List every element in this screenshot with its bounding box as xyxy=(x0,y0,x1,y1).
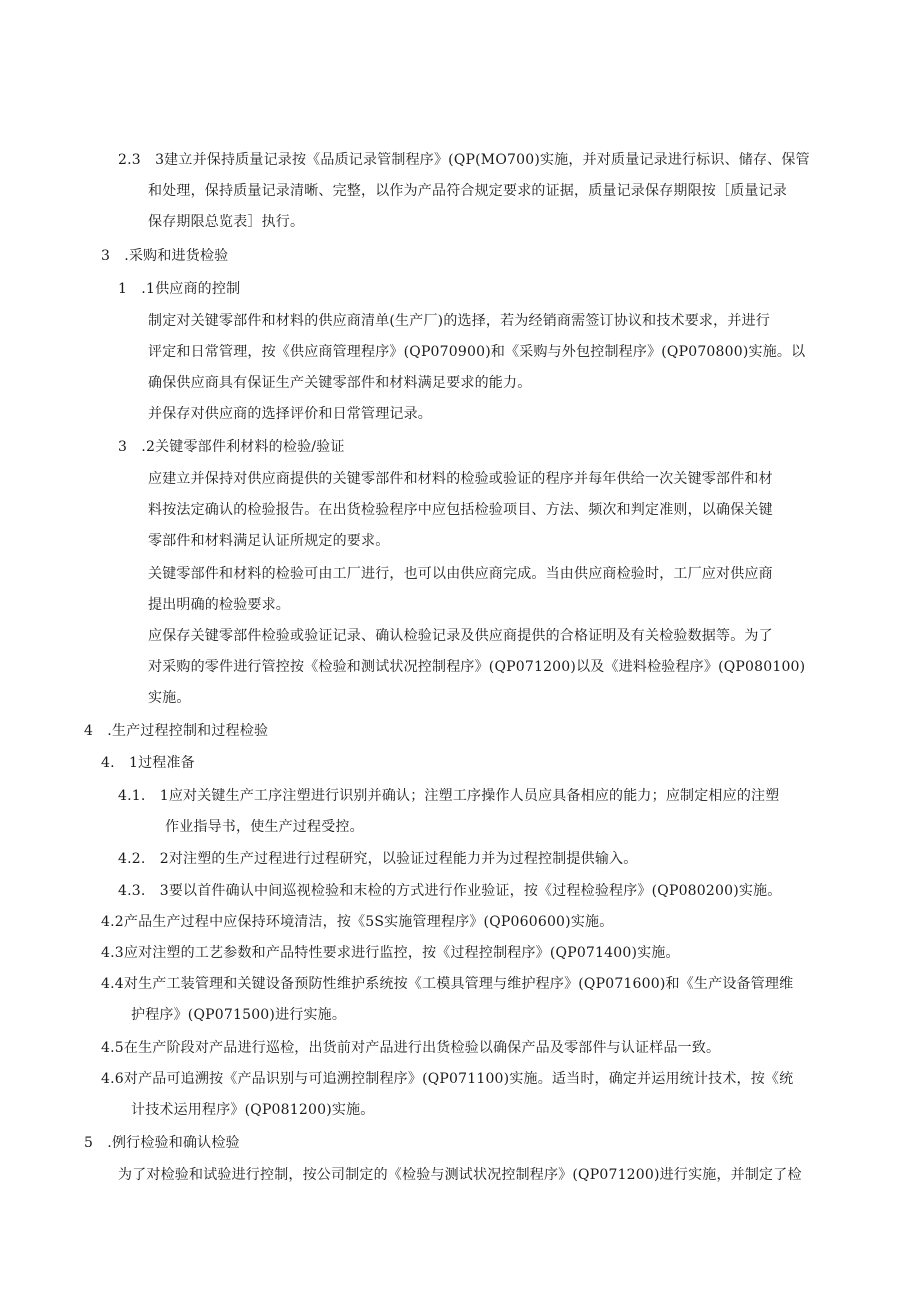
paragraph-3-1-line-1: 制定对关键零部件和材料的供应商清单(生产厂)的选择，若为经销商需签订协议和技术要求，并进行 xyxy=(148,313,770,329)
subsection-3-1-heading: 1 .1供应商的控制 xyxy=(118,281,241,297)
item-4-2-2: 4.2. 2对注塑的生产过程进行过程研究，以验证过程能力并为过程控制提供输入。 xyxy=(118,851,638,867)
section-5-heading: 5 .例行检验和确认检验 xyxy=(84,1135,240,1151)
section-3-heading: 3 .采购和进货检验 xyxy=(101,248,229,264)
item-4-6-line-1: 4.6对产品可追溯按《产品识别与可追溯控制程序》(QP071100)实施。适当时，确定并运用统计技术，按《统 xyxy=(101,1071,794,1087)
paragraph-3-1-line-4: 并保存对供应商的选择评价和日常管理记录。 xyxy=(148,406,432,422)
paragraph-2-3-line-3: 保存期限总览表］执行。 xyxy=(148,214,305,230)
paragraph-3-2-line-8: 实施。 xyxy=(148,690,191,706)
paragraph-3-2-line-7: 对采购的零件进行管控按《检验和测试状况控制程序》(QP071200)以及《进料检验程序》(QP080100) xyxy=(148,659,806,675)
item-4-4-line-1: 4.4对生产工装管理和关键设备预防性维护系统按《工模具管理与维护程序》(QP071600)和《生产设备管理维 xyxy=(101,976,794,992)
item-4-1-1-line-1: 4.1. 1应对关键生产工序注塑进行识别并确认；注塑工序操作人员应具备相应的能力；应制定相应的注塑 xyxy=(118,788,780,804)
subsection-4-1-heading: 4. 1过程准备 xyxy=(101,755,195,771)
item-4-4-line-2: 护程序》(QP071500)进行实施。 xyxy=(131,1007,347,1023)
item-4-2: 4.2产品生产过程中应保持环境清洁，按《5S实施管理程序》(QP060600)实施。 xyxy=(101,914,614,930)
item-4-3-3: 4.3. 3要以首件确认中间巡视检验和末检的方式进行作业验证，按《过程检验程序》(QP080200)实施。 xyxy=(118,883,782,899)
paragraph-2-3-line-2: 和处理，保持质量记录清晰、完整，以作为产品符合规定要求的证据，质量记录保存期限按［质量记录 xyxy=(148,183,787,199)
paragraph-3-2-line-3: 零部件和材料满足认证所规定的要求。 xyxy=(148,533,390,549)
paragraph-3-2-line-2: 料按法定确认的检验报告。在出货检验程序中应包括检验项目、方法、频次和判定准则，以确保关键 xyxy=(148,502,773,518)
paragraph-3-2-line-4: 关键零部件和材料的检验可由工厂进行，也可以由供应商完成。当由供应商检验时，工厂应对供应商 xyxy=(148,566,773,582)
subsection-3-2-heading: 3 .2关键零部件利材料的检验/验证 xyxy=(118,439,345,455)
paragraph-3-2-line-1: 应建立并保持对供应商提供的关键零部件和材料的检验或验证的程序并每年供给一次关键零部件和材 xyxy=(148,471,773,487)
paragraph-3-1-line-2: 评定和日常管理，按《供应商管理程序》(QP070900)和《采购与外包控制程序》(QP070800)实施。以 xyxy=(148,344,806,360)
paragraph-3-2-line-6: 应保存关键零部件检验或验证记录、确认检验记录及供应商提供的合格证明及有关检验数据等。为了 xyxy=(148,628,773,644)
paragraph-5-line-1: 为了对检验和试验进行控制，按公司制定的《检验与测试状况控制程序》(QP071200)进行实施，并制定了检 xyxy=(118,1167,802,1183)
paragraph-3-1-line-3: 确保供应商具有保证生产关键零部件和材料满足要求的能力。 xyxy=(148,375,532,391)
item-4-5: 4.5在生产阶段对产品进行巡检，出货前对产品进行出货检验以确保产品及零部件与认证样品一致。 xyxy=(101,1040,721,1056)
item-4-6-line-2: 计技术运用程序》(QP081200)实施。 xyxy=(131,1102,375,1118)
paragraph-2-3-line-1: 2.3 3建立并保持质量记录按《品质记录管制程序》(QP(MO700)实施，并对质量记录进行标识、储存、保管 xyxy=(118,152,810,168)
item-4-3: 4.3应对注塑的工艺参数和产品特性要求进行监控，按《过程控制程序》(QP071400)实施。 xyxy=(101,945,680,961)
section-4-heading: 4 .生产过程控制和过程检验 xyxy=(84,723,269,739)
item-4-1-1-line-2: 作业指导书，使生产过程受控。 xyxy=(165,819,364,835)
paragraph-3-2-line-5: 提出明确的检验要求。 xyxy=(148,597,290,613)
